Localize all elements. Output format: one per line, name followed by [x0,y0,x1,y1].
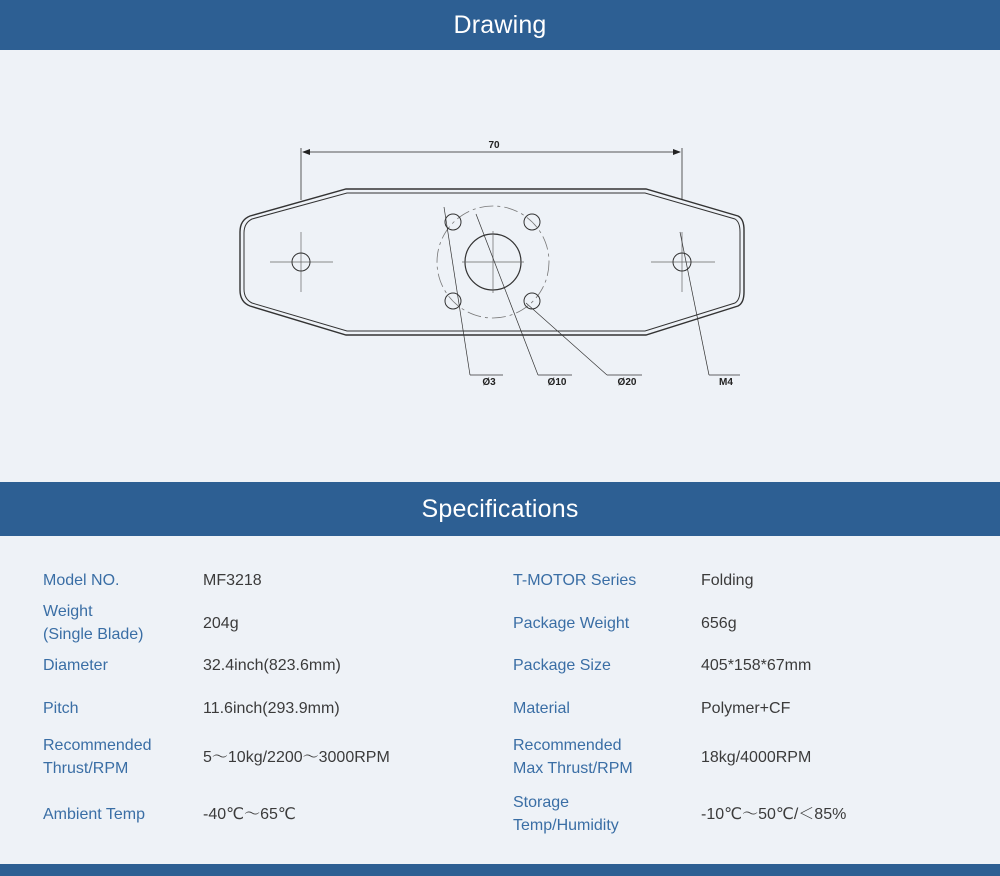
specs-section-header [0,482,1000,536]
callout-d3: Ø3 [482,377,496,388]
spec-value-weight: 204g [203,614,239,632]
spec-label-package-weight: Package Weight [513,614,630,632]
spec-value-material: Polymer+CF [701,699,791,717]
spec-label-diameter: Diameter [43,656,108,674]
spec-value-package-weight: 656g [701,614,737,632]
callout-d20: Ø20 [617,377,637,388]
footer-bar [0,864,1000,876]
specs-section-title: Specifications [421,494,579,523]
spec-value-series: Folding [701,571,754,589]
callout-m4: M4 [719,377,733,388]
technical-drawing [0,50,1000,482]
bolt-hole-bottom-right [524,293,540,309]
leader-m4 [680,232,709,375]
drawing-section-header [0,0,1000,50]
dim-width-label: 70 [488,140,500,151]
spec-label-storage: Storage Temp/Humidity [513,794,619,834]
spec-value-recommended-thrust: 5～10kg/2200～3000RPM [203,748,390,766]
spec-value-pitch: 11.6inch(293.9mm) [203,699,340,717]
spec-label-max-thrust: Recommended Max Thrust/RPM [513,737,633,777]
leader-d20 [526,303,607,375]
specs-table [0,536,1000,864]
spec-label-package-size: Package Size [513,656,611,674]
spec-label-pitch: Pitch [43,699,79,717]
spec-label-recommended-thrust: Recommended Thrust/RPM [43,737,152,777]
spec-value-max-thrust: 18kg/4000RPM [701,748,812,766]
drawing-canvas [0,50,1000,482]
spec-label-material: Material [513,699,570,717]
spec-label-series: T-MOTOR Series [513,571,637,589]
spec-value-storage: -10℃～50℃/＜85% [701,805,847,823]
callout-d10: Ø10 [547,377,567,388]
drawing-section-title: Drawing [453,10,547,39]
leader-d3 [444,207,470,375]
spec-value-diameter: 32.4inch(823.6mm) [203,656,341,674]
spec-value-ambient-temp: -40℃～65℃ [203,805,296,823]
spec-value-model: MF3218 [203,571,262,589]
spec-label-ambient-temp: Ambient Temp [43,805,145,823]
spec-label-weight: Weight (Single Blade) [43,603,144,643]
spec-value-package-size: 405*158*67mm [701,656,812,674]
spec-label-model: Model NO. [43,571,120,589]
